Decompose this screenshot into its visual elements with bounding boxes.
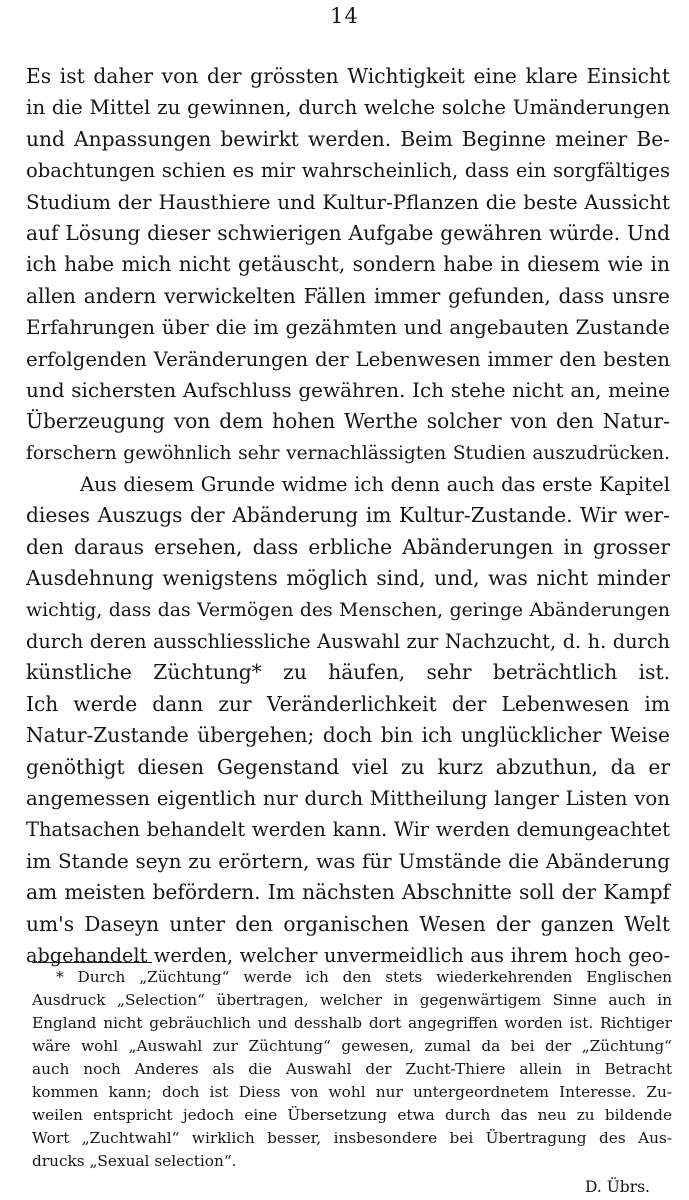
text-line: forschern gewöhnlich sehr vernachlässigten Studien auszudrücken. xyxy=(26,442,670,464)
text-line: dieses Auszugs der Abänderung im Kultur-Zustande. Wir wer- xyxy=(26,503,670,528)
text-line: durch deren ausschliessliche Auswahl zur Nachzucht, d. h. durch xyxy=(26,630,670,654)
text-line: Ausdehnung wenigstens möglich sind, und, was nicht minder xyxy=(26,566,670,591)
text-line: abgehandelt werden, welcher unvermeidlich aus ihrem hoch geo- xyxy=(26,943,670,967)
text-line: Es ist daher von der grössten Wichtigkeit eine klare Einsicht xyxy=(26,64,670,88)
text-line: angemessen eigentlich nur durch Mittheilung langer Listen von xyxy=(26,786,670,810)
text-line: Überzeugung von dem hohen Werthe solcher von den Natur- xyxy=(26,409,670,434)
footnote-line: wäre wohl „Auswahl zur Züchtung“ gewesen, zumal da bei der „Züchtung“ xyxy=(32,1037,672,1055)
page-number: 14 xyxy=(330,4,359,28)
footnote-line: drucks „Sexual selection“. xyxy=(32,1152,237,1170)
text-line: Natur-Zustande übergehen; doch bin ich unglücklicher Weise xyxy=(26,723,670,748)
text-line: den daraus ersehen, dass erbliche Abänderungen in grosser xyxy=(26,534,670,559)
footnote-block xyxy=(32,966,672,1196)
text-line: auf Lösung dieser schwierigen Aufgabe gewähren würde. Und xyxy=(26,220,670,245)
footnote-line: * Durch „Züchtung“ werde ich den stets wiederkehrenden Englischen xyxy=(56,968,672,986)
text-line: genöthigt diesen Gegenstand viel zu kurz abzuthun, da er xyxy=(26,754,670,779)
text-line: Ich werde dann zur Veränderlichkeit der Lebenwesen im xyxy=(26,691,670,716)
text-line: um's Daseyn unter den organischen Wesen der ganzen Welt xyxy=(26,911,670,936)
footnote-line: weilen entspricht jedoch eine Übersetzung etwa durch das neu zu bildende xyxy=(32,1106,672,1124)
footnote-line: Ausdruck „Selection“ übertragen, welcher in gegenwärtigem Sinne auch in xyxy=(32,991,672,1009)
text-line: Thatsachen behandelt werden kann. Wir werden demungeachtet xyxy=(26,818,670,842)
footnote-line: Wort „Zuchtwahl“ wirklich besser, insbesondere bei Übertragung des Aus- xyxy=(32,1129,672,1147)
text-line: obachtungen schien es mir wahrscheinlich, dass ein sorgfältiges xyxy=(26,159,670,183)
text-line: am meisten befördern. Im nächsten Abschnitte soll der Kampf xyxy=(26,880,670,905)
text-line: allen andern verwickelten Fällen immer gefunden, dass unsre xyxy=(26,283,670,308)
footnote-line: auch noch Anderes als die Auswahl der Zucht-Thiere allein in Betracht xyxy=(32,1060,672,1078)
text-line: und sichersten Aufschluss gewähren. Ich stehe nicht an, meine xyxy=(26,377,670,402)
main-text-block xyxy=(26,61,670,971)
text-line: wichtig, dass das Vermögen des Menschen, geringe Abänderungen xyxy=(26,599,670,621)
footnote-line: kommen kann; doch ist Diess von wohl nur untergeordnetem Interesse. Zu- xyxy=(32,1083,672,1101)
text-line-paragraph-start: Aus diesem Grunde widme ich denn auch das erste Kapitel xyxy=(80,473,670,497)
text-line: und Anpassungen bewirkt werden. Beim Beginne meiner Be- xyxy=(26,126,670,151)
text-line: im Stande seyn zu erörtern, was für Umstände die Abänderung xyxy=(26,849,670,873)
text-line: Erfahrungen über die im gezähmten und angebauten Zustande xyxy=(26,315,670,340)
text-line: in die Mittel zu gewinnen, durch welche solche Umänderungen xyxy=(26,96,670,120)
text-line: ich habe mich nicht getäuscht, sondern habe in diesem wie in xyxy=(26,252,670,277)
footnote-signature: D. Übrs. xyxy=(584,1178,650,1196)
text-line: erfolgenden Veränderungen der Lebenwesen immer den besten xyxy=(26,347,670,371)
text-line: künstliche Züchtung* zu häufen, sehr beträchtlich ist. xyxy=(26,660,670,685)
text-line: Studium der Hausthiere und Kultur-Pflanzen die beste Aussicht xyxy=(26,190,670,214)
footnote-line: England nicht gebräuchlich und desshalb dort angegriffen worden ist. Richtiger xyxy=(32,1014,672,1032)
footnote-divider xyxy=(32,962,152,963)
